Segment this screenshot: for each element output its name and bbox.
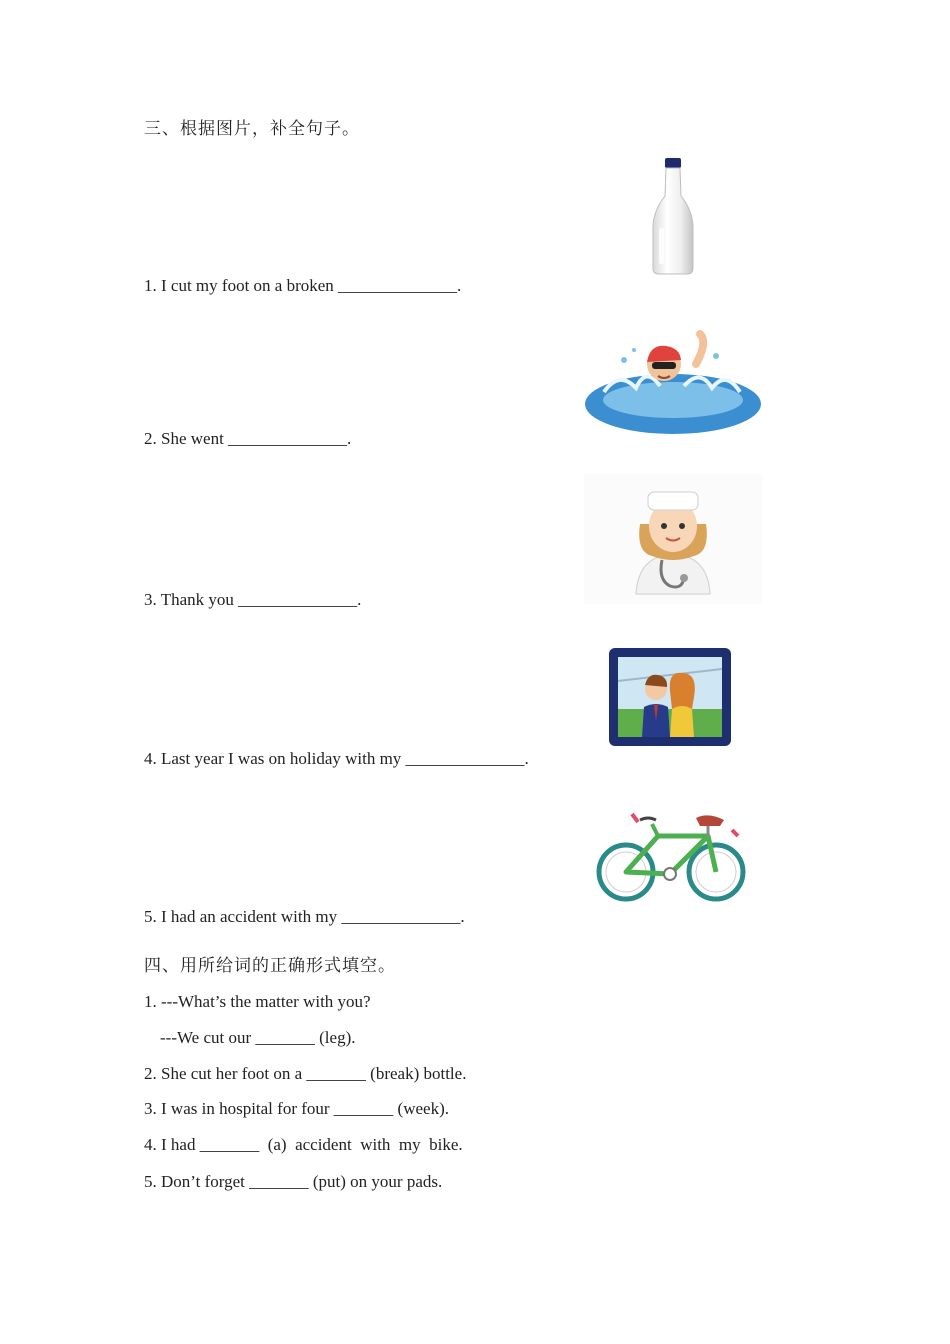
family-photo-icon <box>608 647 732 747</box>
nurse-icon <box>584 474 762 604</box>
exercise-3-item-2: 2. She went ______________. <box>144 429 352 448</box>
swimmer-icon <box>584 330 762 436</box>
exercise-3-item-3: 3. Thank you ______________. <box>144 590 362 609</box>
exercise-3-item-4: 4. Last year I was on holiday with my ______________. <box>144 749 529 768</box>
bottle-icon <box>650 156 696 278</box>
section-4-heading: 四、用所给词的正确形式填空。 <box>144 956 396 975</box>
exercise-4-item-1-question: 1. ---What’s the matter with you? <box>144 992 371 1011</box>
exercise-3-item-1: 1. I cut my foot on a broken ______________. <box>144 276 462 295</box>
section-3-heading: 三、根据图片，补全句子。 <box>144 119 360 138</box>
exercise-4-item-3: 3. I was in hospital for four _______ (week). <box>144 1099 449 1118</box>
bicycle-icon <box>596 808 748 906</box>
exercise-4-item-1-answer: ---We cut our _______ (leg). <box>160 1028 356 1047</box>
exercise-3-item-5: 5. I had an accident with my ______________. <box>144 907 465 926</box>
exercise-4-item-5: 5. Don’t forget _______ (put) on your pads. <box>144 1172 443 1191</box>
exercise-4-item-4: 4. I had _______ (a) accident with my bike. <box>144 1135 463 1154</box>
exercise-4-item-2: 2. She cut her foot on a _______ (break) bottle. <box>144 1064 467 1083</box>
